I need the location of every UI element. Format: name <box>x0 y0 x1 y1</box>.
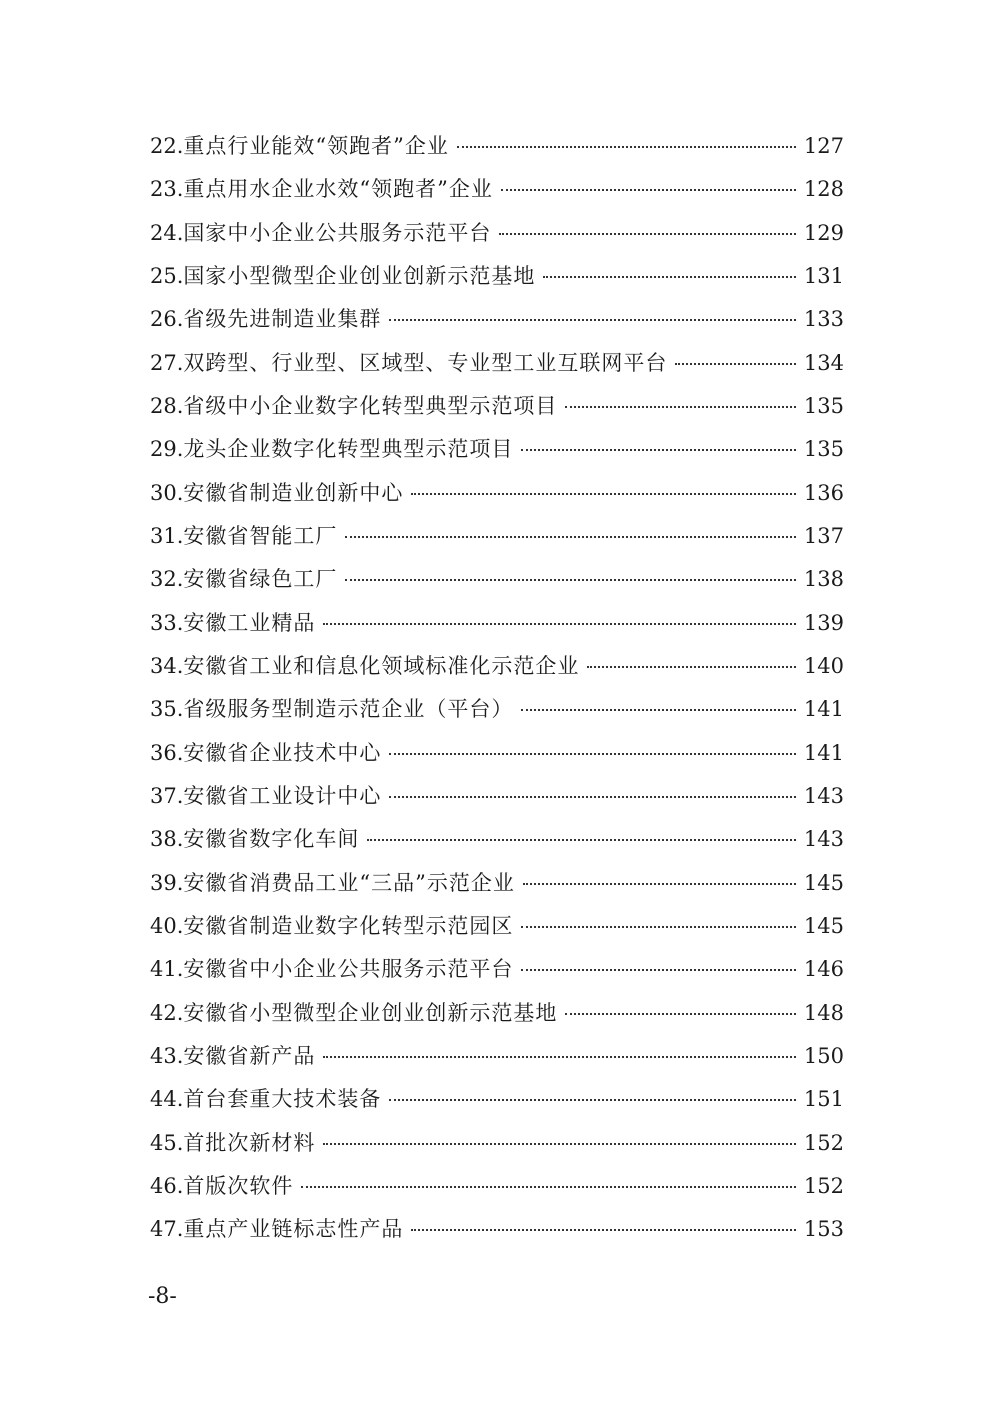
toc-entry[interactable] <box>150 948 844 991</box>
toc-entry[interactable] <box>150 428 844 471</box>
page-number: -8- <box>148 1284 177 1309</box>
toc-entry-title: 安徽工业精品 <box>183 610 316 635</box>
toc-entry-title: 安徽省小型微型企业创业创新示范基地 <box>183 1000 558 1025</box>
toc-dot-leader <box>367 839 796 841</box>
toc-entry[interactable] <box>150 1208 844 1251</box>
toc-dot-leader <box>389 796 796 798</box>
toc-entry-page: 140 <box>803 653 844 678</box>
toc-entry-number: 22. <box>150 134 184 158</box>
toc-entry-title: 安徽省制造业创新中心 <box>183 480 404 505</box>
toc-entry-page: 145 <box>803 870 844 895</box>
toc-entry-page: 150 <box>803 1043 844 1068</box>
toc-entry[interactable] <box>150 732 844 775</box>
toc-entry-title: 安徽省工业设计中心 <box>183 783 382 808</box>
toc-entry-number: 45. <box>150 1130 184 1155</box>
toc-dot-leader <box>565 1013 796 1015</box>
toc-entry[interactable] <box>150 1035 844 1078</box>
toc-entry-page: 138 <box>803 567 844 592</box>
toc-entry-page: 141 <box>803 697 844 722</box>
toc-dot-leader <box>501 189 796 191</box>
toc-entry-page: 133 <box>803 307 844 332</box>
toc-dot-leader <box>345 579 796 581</box>
toc-entry-page: 152 <box>803 1130 844 1155</box>
toc-entry-page: 145 <box>803 913 844 938</box>
toc-entry[interactable] <box>150 1122 844 1165</box>
toc-entry[interactable] <box>150 472 844 515</box>
toc-entry-page: 128 <box>803 177 844 202</box>
toc-entry[interactable] <box>150 255 844 298</box>
toc-dot-leader <box>675 363 796 365</box>
toc-dot-leader <box>543 276 796 278</box>
toc-dot-leader <box>389 753 796 755</box>
toc-entry-title: 安徽省消费品工业“三品”示范企业 <box>183 870 515 895</box>
toc-dot-leader <box>457 146 796 148</box>
toc-dot-leader <box>323 1143 796 1145</box>
toc-entry-page: 129 <box>803 220 844 245</box>
toc-entry-number: 31. <box>150 523 184 548</box>
toc-entry-number: 40. <box>150 913 184 938</box>
toc-entry-page: 146 <box>803 957 844 982</box>
toc-entry[interactable] <box>150 602 844 645</box>
toc-entry-number: 34. <box>150 653 184 678</box>
toc-dot-leader <box>389 1099 796 1101</box>
toc-entry-title: 安徽省智能工厂 <box>183 523 338 548</box>
toc-entry[interactable] <box>150 298 844 341</box>
toc-entry-number: 38. <box>150 827 184 852</box>
toc-entry-number: 29. <box>150 437 184 462</box>
toc-entry-title: 首版次软件 <box>183 1173 294 1198</box>
toc-dot-leader <box>499 233 796 235</box>
toc-dot-leader <box>411 1229 796 1231</box>
toc-entry[interactable] <box>150 645 844 688</box>
toc-entry-title: 省级中小企业数字化转型典型示范项目 <box>183 393 558 418</box>
toc-entry[interactable] <box>150 992 844 1035</box>
toc-entry-page: 152 <box>803 1173 844 1198</box>
toc-entry-title: 省级先进制造业集群 <box>183 307 382 332</box>
toc-entry-page: 143 <box>803 827 844 852</box>
toc-entry-title: 国家小型微型企业创业创新示范基地 <box>183 263 536 288</box>
toc-entry[interactable] <box>150 515 844 558</box>
toc-entry[interactable] <box>150 168 844 211</box>
toc-entry-number: 37. <box>150 783 184 808</box>
toc-entry[interactable] <box>150 1078 844 1121</box>
toc-entry-page: 127 <box>803 134 844 158</box>
toc-entry-page: 143 <box>803 783 844 808</box>
toc-dot-leader <box>345 536 796 538</box>
toc-entry-number: 47. <box>150 1217 184 1242</box>
toc-entry-page: 131 <box>803 263 844 288</box>
toc-entry[interactable] <box>150 125 844 168</box>
toc-entry-title: 安徽省新产品 <box>183 1043 316 1068</box>
toc-entry-title: 安徽省工业和信息化领域标准化示范企业 <box>183 653 580 678</box>
toc-entry-page: 135 <box>803 393 844 418</box>
toc-entry-title: 国家中小企业公共服务示范平台 <box>183 220 492 245</box>
table-of-contents <box>150 125 844 1252</box>
toc-entry-number: 32. <box>150 567 184 592</box>
toc-entry-title: 首批次新材料 <box>183 1130 316 1155</box>
toc-entry-number: 42. <box>150 1000 184 1025</box>
toc-entry[interactable] <box>150 905 844 948</box>
toc-entry-title: 重点用水企业水效“领跑者”企业 <box>183 177 493 202</box>
toc-entry-page: 141 <box>803 740 844 765</box>
toc-entry-title: 安徽省数字化车间 <box>183 827 360 852</box>
toc-entry-number: 33. <box>150 610 184 635</box>
toc-entry-number: 41. <box>150 957 184 982</box>
toc-entry[interactable] <box>150 342 844 385</box>
toc-entry[interactable] <box>150 862 844 905</box>
toc-dot-leader <box>521 709 796 711</box>
toc-entry-title: 重点产业链标志性产品 <box>183 1217 404 1242</box>
toc-dot-leader <box>323 623 796 625</box>
toc-entry-number: 27. <box>150 350 184 375</box>
toc-entry-number: 35. <box>150 697 184 722</box>
toc-entry[interactable] <box>150 688 844 731</box>
toc-entry-number: 43. <box>150 1043 184 1068</box>
toc-entry-page: 148 <box>803 1000 844 1025</box>
toc-entry-title: 安徽省绿色工厂 <box>183 567 338 592</box>
toc-dot-leader <box>521 449 796 451</box>
toc-entry-number: 46. <box>150 1173 184 1198</box>
toc-dot-leader <box>565 406 796 408</box>
toc-entry-number: 30. <box>150 480 184 505</box>
toc-entry-number: 44. <box>150 1087 184 1112</box>
toc-entry-page: 136 <box>803 480 844 505</box>
toc-entry-title: 省级服务型制造示范企业（平台） <box>183 697 514 722</box>
toc-entry-number: 24. <box>150 220 184 245</box>
toc-entry[interactable] <box>150 385 844 428</box>
toc-dot-leader <box>323 1056 796 1058</box>
toc-entry-page: 139 <box>803 610 844 635</box>
toc-entry[interactable] <box>150 818 844 861</box>
toc-dot-leader <box>521 969 796 971</box>
toc-entry[interactable] <box>150 1165 844 1208</box>
toc-entry-title: 安徽省中小企业公共服务示范平台 <box>183 957 514 982</box>
toc-entry-page: 153 <box>803 1217 844 1242</box>
toc-entry-page: 137 <box>803 523 844 548</box>
toc-entry-title: 安徽省制造业数字化转型示范园区 <box>183 913 514 938</box>
toc-dot-leader <box>411 493 796 495</box>
toc-entry-page: 134 <box>803 350 844 375</box>
toc-dot-leader <box>587 666 796 668</box>
toc-entry-title: 龙头企业数字化转型典型示范项目 <box>183 437 514 462</box>
toc-entry-title: 双跨型、行业型、区域型、专业型工业互联网平台 <box>183 350 668 375</box>
toc-dot-leader <box>521 926 796 928</box>
toc-entry-number: 23. <box>150 177 184 202</box>
toc-entry[interactable] <box>150 212 844 255</box>
toc-entry-number: 36. <box>150 740 184 765</box>
toc-entry[interactable] <box>150 775 844 818</box>
toc-entry-page: 151 <box>803 1087 844 1112</box>
toc-entry-page: 135 <box>803 437 844 462</box>
toc-entry-number: 26. <box>150 307 184 332</box>
toc-entry-title: 安徽省企业技术中心 <box>183 740 382 765</box>
toc-entry-number: 28. <box>150 393 184 418</box>
toc-entry-number: 39. <box>150 870 184 895</box>
toc-dot-leader <box>301 1186 796 1188</box>
toc-dot-leader <box>389 319 796 321</box>
toc-entry-title: 首台套重大技术装备 <box>183 1087 382 1112</box>
toc-entry-number: 25. <box>150 263 184 288</box>
toc-dot-leader <box>523 883 796 885</box>
toc-entry-title: 重点行业能效“领跑者”企业 <box>183 134 449 158</box>
toc-entry[interactable] <box>150 558 844 601</box>
